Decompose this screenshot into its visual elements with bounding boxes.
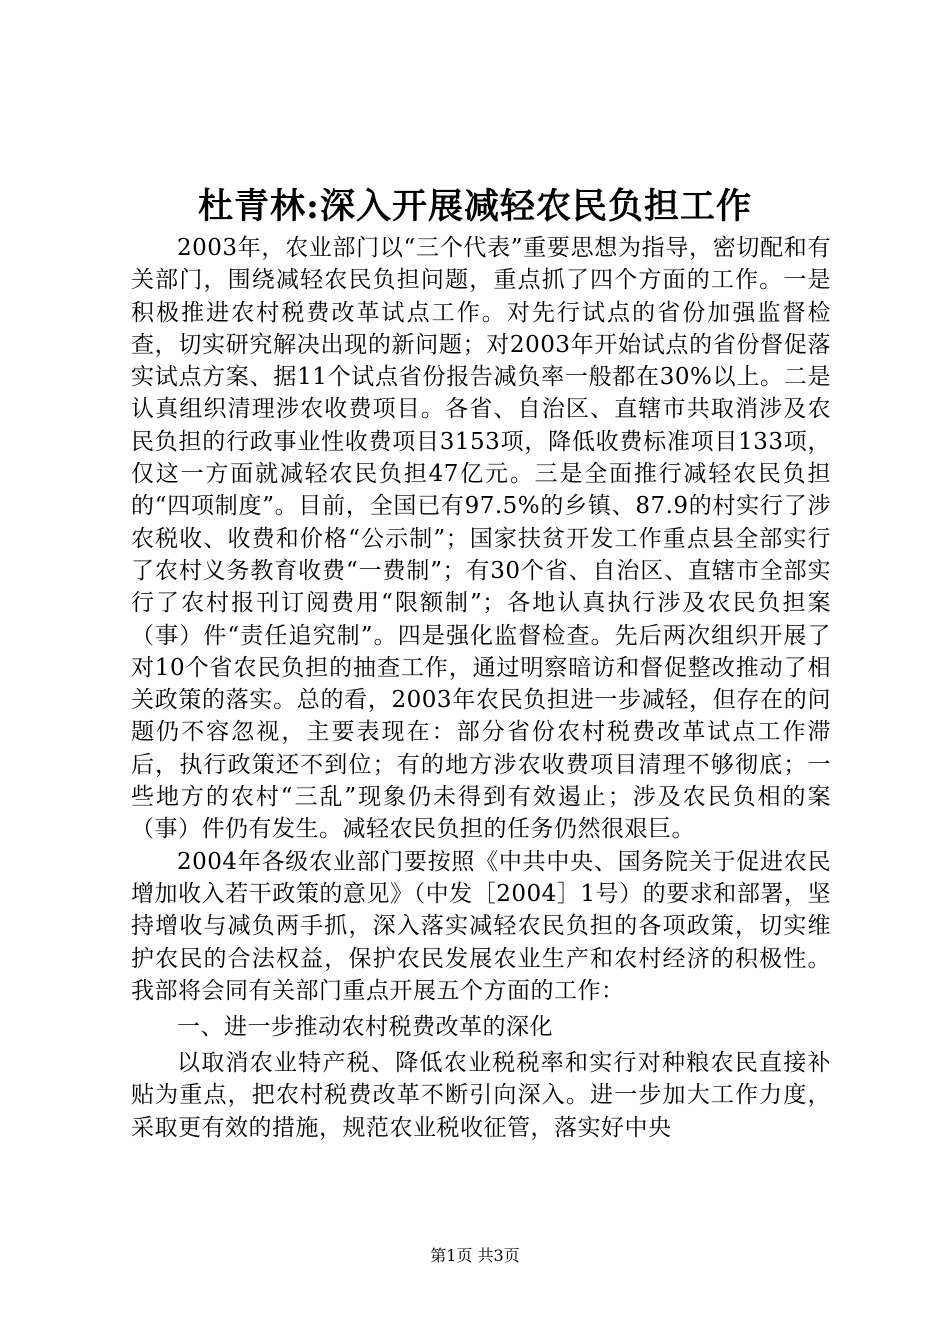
body-paragraph-1: 2003年，农业部门以“三个代表”重要思想为指导，密切配和有关部门，围绕减轻农民负担问题，重点抓了四个方面的工作。一是积极推进农村税费改革试点工作。对先行试点的省份加强监督检查，切实研究解决出现的新问题；对2003年开始试点的省份督促落实试点方案、据11个试点省份报告减负率一般都在30%以上。二是认真组织清理涉农收费项目。各省、自治区、直辖市共取消涉及农民负担的行政事业性收费项目3153项，降低收费标准项目133项，仅这一方面就减轻农民负担47亿元。三是全面推行减轻农民负担的“四项制度”。目前，全国已有97.5%的乡镇、87.9的村实行了涉农税收、收费和价格“公示制”；国家扶贫开发工作重点县全部实行了农村义务教育收费“一费制”；有30个省、自治区、直辖市全部实行了农村报刊订阅费用“限额制”；各地认真执行涉及农民负担案（事）件“责任追究制”。四是强化监督检查。先后两次组织开展了对10个省农民负担的抽查工作，通过明察暗访和督促整改推动了相关政策的落实。总的看，2003年农民负担进一步减轻，但存在的问题仍不容忽视，主要表现在：部分省份农村税费改革试点工作滞后，执行政策还不到位；有的地方涉农收费项目清理不够彻底；一些地方的农村“三乱”现象仍未得到有效遏止；涉及农民负相的案（事）件仍有发生。减轻农民负担的任务仍然很艰巨。 (131, 235, 831, 843)
document-body (131, 232, 831, 1144)
page-footer: 第1页 共3页 (430, 1246, 520, 1265)
document-title: 杜青林:深入开展减轻农民负担工作 (198, 186, 752, 227)
section-paragraph: 以取消农业特产税、降低农业税税率和实行对种粮农民直接补贴为重点，把农村税费改革不断引向深入。进一步加大工作力度，采取更有效的措施，规范农业税收征管，落实好中央 (131, 1050, 831, 1141)
body-paragraph-2: 2004年各级农业部门要按照《中共中央、国务院关于促进农民增加收入若干政策的意见》（中发［2004］1号）的要求和部署，坚持增收与减负两手抓，深入落实减轻农民负担的各项政策，切实维护农民的合法权益，保护农民发展农业生产和农村经济的积极性。我部将会同有关部门重点开展五个方面的工作： (131, 848, 831, 1004)
section-heading: 一、进一步推动农村税费改革的深化 (177, 1014, 553, 1041)
